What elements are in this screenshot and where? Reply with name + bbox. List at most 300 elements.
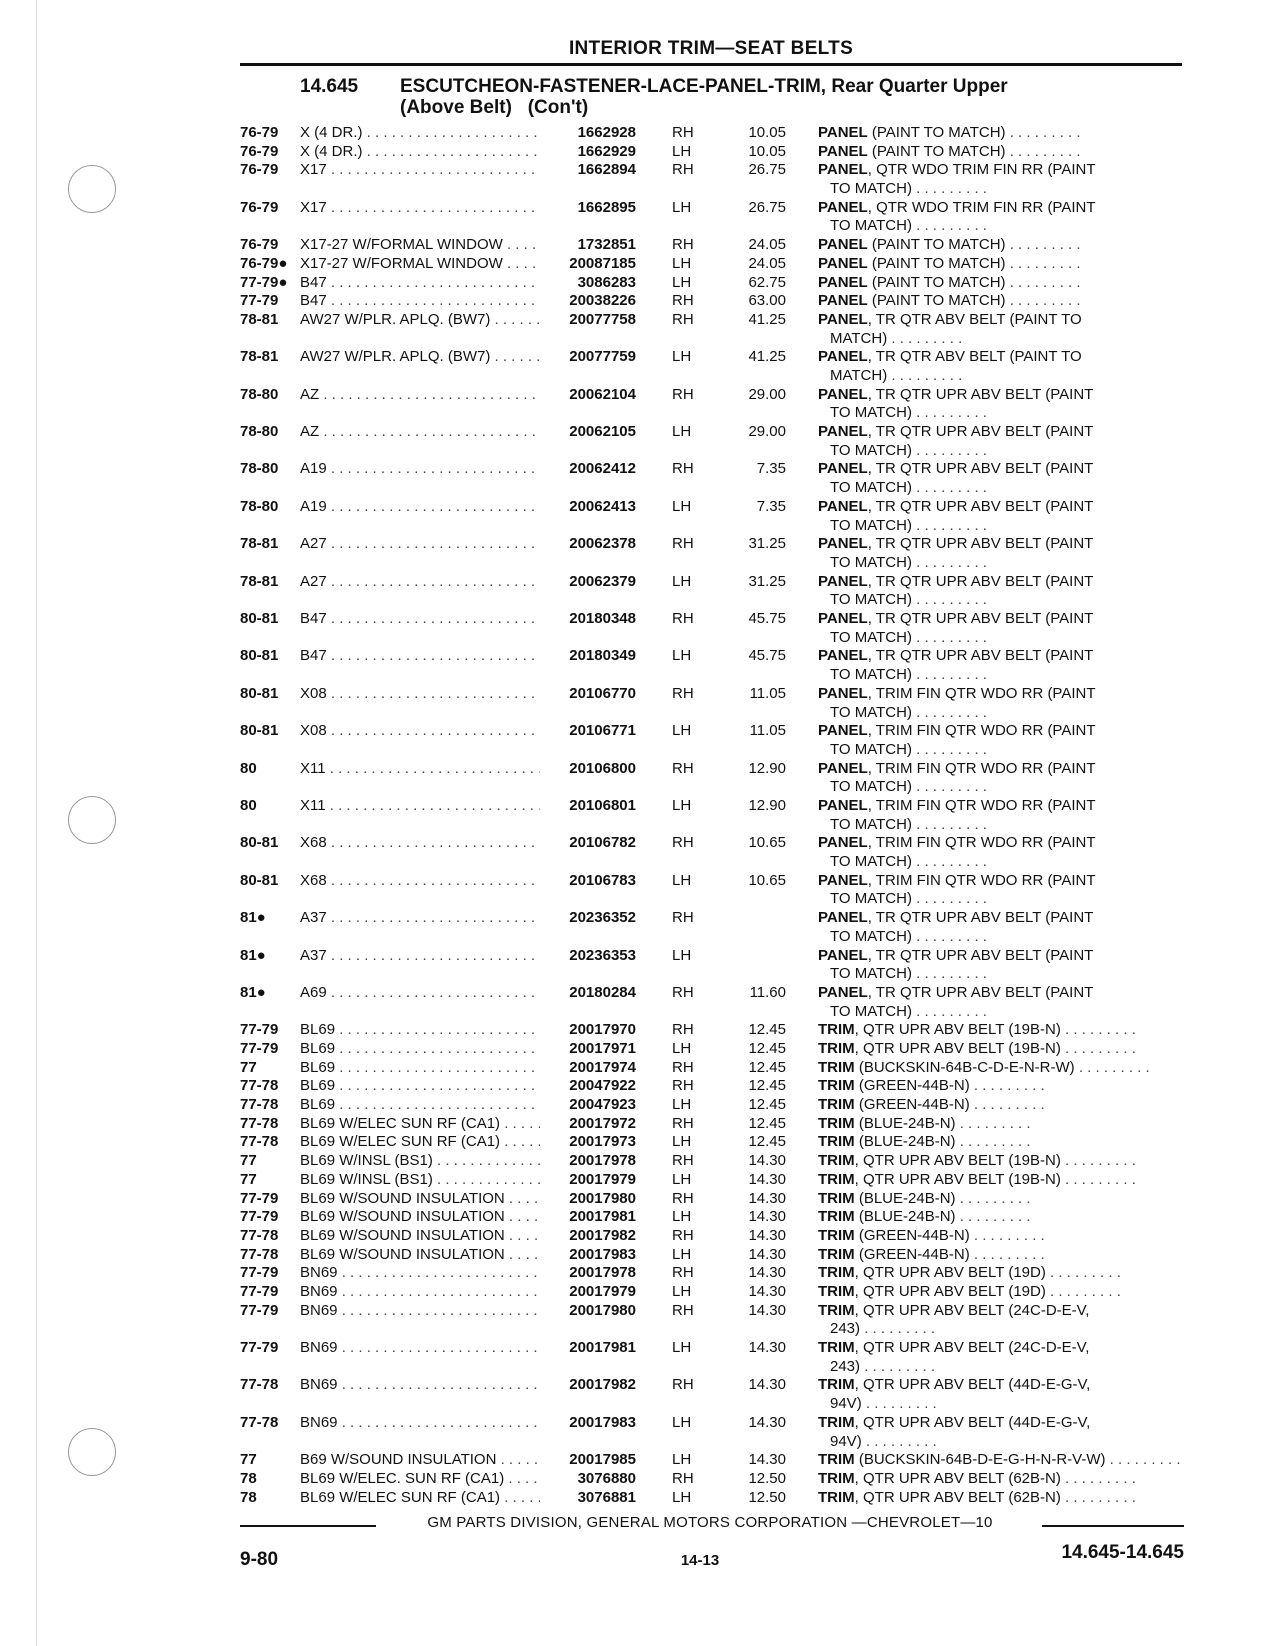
description-text: , TRIM FIN QTR WDO RR (PAINT — [867, 796, 1096, 814]
binder-hole — [68, 796, 116, 844]
description-keyword: TRIM — [818, 1413, 855, 1431]
year-cell: 77-78 — [240, 1096, 279, 1114]
dot-leader: . . . . . . . . . — [1005, 273, 1081, 291]
description-continuation: TO MATCH) — [830, 516, 912, 534]
price-cell: 24.05 — [748, 236, 786, 254]
table-row — [240, 872, 1184, 909]
description-text: (PAINT TO MATCH) — [867, 273, 1006, 291]
table-row — [240, 1283, 1184, 1302]
price-cell: 31.25 — [748, 535, 786, 553]
year-cell: 78-81 — [240, 535, 279, 553]
description-continuation: TO MATCH) — [830, 666, 912, 684]
year-cell: 80-81 — [240, 684, 279, 702]
table-row — [240, 1208, 1184, 1227]
description-text: , TR QTR UPR ABV BELT (PAINT — [867, 946, 1094, 964]
side-cell: LH — [672, 722, 692, 740]
model-cell: X68 . . . — [300, 872, 550, 891]
dot-leader: . . . . . . . . . — [1060, 1021, 1136, 1039]
table-row — [240, 760, 1184, 797]
description-cell — [818, 498, 1184, 535]
price-cell: 12.50 — [748, 1488, 786, 1506]
dot-leader: . . . . . . . . . — [911, 553, 987, 571]
description-continuation: 94V) — [830, 1395, 862, 1413]
description-text: (GREEN-44B-N) — [854, 1077, 970, 1095]
price-cell: 45.75 — [748, 610, 786, 628]
description-text: , QTR UPR ABV BELT (62B-N) — [854, 1488, 1061, 1506]
description-cell — [818, 1414, 1184, 1451]
table-row — [240, 1096, 1184, 1115]
description-cell — [818, 722, 1184, 759]
year-cell: 80-81 — [240, 647, 279, 665]
table-row — [240, 1414, 1184, 1451]
description-cell — [818, 1470, 1184, 1489]
description-text: , TR QTR UPR ABV BELT (PAINT — [867, 497, 1094, 515]
model-cell: X08 . . . — [300, 685, 550, 704]
description-text: (GREEN-44B-N) — [854, 1096, 970, 1114]
year-cell: 77-79 — [240, 1301, 279, 1319]
year-cell: 77-79 — [240, 1339, 279, 1357]
year-cell: 77-79● — [240, 273, 288, 291]
price-cell: 14.30 — [748, 1226, 786, 1244]
side-cell: RH — [672, 460, 694, 478]
dot-leader: . . . . . . . . . — [911, 404, 987, 422]
price-cell: 14.30 — [748, 1413, 786, 1431]
model-cell: AZ . . . — [300, 423, 550, 442]
price-cell: 12.45 — [748, 1114, 786, 1132]
description-keyword: PANEL — [818, 124, 868, 141]
description-text: , QTR UPR ABV BELT (19D) — [854, 1264, 1046, 1282]
model-cell: BN69 . . . — [300, 1264, 550, 1283]
price-cell: 41.25 — [748, 348, 786, 366]
table-row — [240, 1190, 1184, 1209]
table-row — [240, 573, 1184, 610]
dot-leader: . . . . . . . . . — [1060, 1170, 1136, 1188]
year-cell: 77-79 — [240, 1208, 279, 1226]
side-cell: RH — [672, 909, 694, 927]
dot-leader: . . . . . . . . . — [911, 180, 987, 198]
part-number-cell: 20062104 — [540, 386, 636, 405]
dot-leader: . . . . . . . . . — [1060, 1469, 1136, 1487]
part-number-cell: 20017979 — [540, 1283, 636, 1302]
header-rule — [240, 63, 1182, 66]
footer-rule-right — [1042, 1525, 1184, 1527]
group-title — [300, 76, 1160, 118]
year-cell: 77-78 — [240, 1114, 279, 1132]
dot-leader: . . . . . . . . . — [1005, 236, 1081, 254]
part-number-cell: 20017983 — [540, 1246, 636, 1265]
description-keyword: PANEL — [818, 460, 868, 478]
description-text: , TRIM FIN QTR WDO RR (PAINT — [867, 722, 1096, 740]
table-row — [240, 348, 1184, 385]
description-text: , QTR WDO TRIM FIN RR (PAINT — [867, 198, 1096, 216]
dot-leader: . . . . . . . . . — [1060, 1040, 1136, 1058]
part-number-cell: 20180348 — [540, 610, 636, 629]
year-cell: 77-79 — [240, 292, 279, 310]
description-keyword: PANEL — [818, 497, 868, 515]
description-text: , TRIM FIN QTR WDO RR (PAINT — [867, 759, 1096, 777]
price-cell: 12.45 — [748, 1058, 786, 1076]
year-cell: 77 — [240, 1451, 257, 1469]
year-cell: 81● — [240, 983, 266, 1001]
side-cell: RH — [672, 1021, 694, 1039]
description-text: , TR QTR ABV BELT (PAINT TO — [867, 310, 1082, 328]
dot-leader: . . . . . . . . . — [969, 1226, 1045, 1244]
table-row — [240, 199, 1184, 236]
part-number-cell: 20062379 — [540, 573, 636, 592]
part-number-cell: 20017974 — [540, 1059, 636, 1078]
description-keyword: TRIM — [818, 1264, 855, 1282]
table-row — [240, 610, 1184, 647]
part-number-cell: 20062413 — [540, 498, 636, 517]
description-text: , TR QTR UPR ABV BELT (PAINT — [867, 909, 1094, 927]
description-cell — [818, 1227, 1184, 1246]
model-cell: BN69 . . . — [300, 1339, 550, 1358]
dot-leader: . . . . . . . . . — [911, 591, 987, 609]
price-cell: 14.30 — [748, 1189, 786, 1207]
year-cell: 78-80 — [240, 385, 279, 403]
side-cell: RH — [672, 1152, 694, 1170]
dot-leader: . . . . . . . . . — [955, 1114, 1031, 1132]
model-cell: BL69 W/ELEC. SUN RF (CA1) . . . — [300, 1470, 550, 1489]
part-number-cell: 20077758 — [540, 311, 636, 330]
part-number-cell: 20106783 — [540, 872, 636, 891]
price-cell: 12.45 — [748, 1021, 786, 1039]
dot-leader: . . . . . . . . . — [911, 740, 987, 758]
footer-date: 9-80 — [240, 1549, 279, 1570]
table-row — [240, 1339, 1184, 1376]
description-text: , TR QTR ABV BELT (PAINT TO — [867, 348, 1082, 366]
description-cell — [818, 236, 1184, 255]
price-cell: 26.75 — [748, 198, 786, 216]
dot-leader: . . . . . . . . . — [861, 1395, 937, 1413]
dot-leader: . . . . . . . . . — [955, 1208, 1031, 1226]
model-cell: X (4 DR.) . . . — [300, 143, 550, 162]
price-cell: 12.45 — [748, 1040, 786, 1058]
description-cell — [818, 947, 1184, 984]
price-cell: 14.30 — [748, 1376, 786, 1394]
description-keyword: PANEL — [818, 273, 868, 291]
description-cell — [818, 124, 1184, 143]
model-cell: B69 W/SOUND INSULATION . . . — [300, 1451, 550, 1470]
description-text: , QTR UPR ABV BELT (24C-D-E-V, — [854, 1339, 1090, 1357]
year-cell: 76-79 — [240, 142, 279, 160]
table-row — [240, 984, 1184, 1021]
description-text: (BLUE-24B-N) — [854, 1133, 956, 1151]
table-row — [240, 1077, 1184, 1096]
description-keyword: PANEL — [818, 254, 868, 272]
dot-leader: . . . . . . . . . — [1074, 1058, 1150, 1076]
price-cell: 29.00 — [748, 385, 786, 403]
table-row — [240, 1246, 1184, 1265]
model-cell: A27 . . . — [300, 535, 550, 554]
description-keyword: TRIM — [818, 1021, 855, 1039]
description-text: , TR QTR UPR ABV BELT (PAINT — [867, 460, 1094, 478]
description-text: (PAINT TO MATCH) — [867, 142, 1006, 160]
description-cell — [818, 909, 1184, 946]
year-cell: 77-79 — [240, 1040, 279, 1058]
side-cell: RH — [672, 385, 694, 403]
dot-leader: . . . . . . . . . — [969, 1096, 1045, 1114]
description-keyword: PANEL — [818, 236, 868, 254]
year-cell: 78 — [240, 1488, 257, 1506]
description-cell — [818, 1264, 1184, 1283]
description-cell — [818, 1376, 1184, 1413]
description-text: , TR QTR UPR ABV BELT (PAINT — [867, 423, 1094, 441]
model-cell: BL69 W/ELEC SUN RF (CA1) . . . — [300, 1133, 550, 1152]
model-cell: A19 . . . — [300, 460, 550, 479]
side-cell: LH — [672, 796, 692, 814]
description-continuation: TO MATCH) — [830, 441, 912, 459]
part-number-cell: 1732851 — [540, 236, 636, 255]
price-cell: 14.30 — [748, 1339, 786, 1357]
description-cell — [818, 348, 1184, 385]
table-row — [240, 161, 1184, 198]
description-text: , TR QTR UPR ABV BELT (PAINT — [867, 572, 1094, 590]
description-keyword: TRIM — [818, 1096, 855, 1114]
table-row — [240, 255, 1184, 274]
side-cell: RH — [672, 161, 694, 179]
dot-leader: . . . . . . . . . — [911, 628, 987, 646]
description-text: , TR QTR UPR ABV BELT (PAINT — [867, 385, 1094, 403]
table-row — [240, 1470, 1184, 1489]
model-cell: X (4 DR.) . . . — [300, 124, 550, 143]
price-cell: 26.75 — [748, 161, 786, 179]
description-keyword: PANEL — [818, 572, 868, 590]
side-cell: RH — [672, 834, 694, 852]
part-number-cell: 20017971 — [540, 1040, 636, 1059]
description-cell — [818, 255, 1184, 274]
side-cell: LH — [672, 198, 692, 216]
description-keyword: TRIM — [818, 1040, 855, 1058]
year-cell: 78-81 — [240, 348, 279, 366]
dot-leader: . . . . . . . . . — [955, 1189, 1031, 1207]
part-number-cell: 1662928 — [540, 124, 636, 143]
price-cell: 31.25 — [748, 572, 786, 590]
year-cell: 76-79 — [240, 198, 279, 216]
model-cell: X17-27 W/FORMAL WINDOW . . . — [300, 236, 550, 255]
model-cell: BL69 W/INSL (BS1) . . . — [300, 1171, 550, 1190]
price-cell: 14.30 — [748, 1152, 786, 1170]
model-cell: A27 . . . — [300, 573, 550, 592]
description-keyword: PANEL — [818, 834, 868, 852]
group-name: ESCUTCHEON-FASTENER-LACE-PANEL-TRIM, Rear Quarter Upper — [400, 76, 1008, 97]
description-keyword: TRIM — [818, 1451, 855, 1469]
part-number-cell: 20047923 — [540, 1096, 636, 1115]
description-keyword: PANEL — [818, 946, 868, 964]
year-cell: 80 — [240, 759, 257, 777]
dot-leader: . . . . . . . . . — [1105, 1451, 1181, 1469]
description-text: , TRIM FIN QTR WDO RR (PAINT — [867, 684, 1096, 702]
price-cell: 45.75 — [748, 647, 786, 665]
model-cell: A19 . . . — [300, 498, 550, 517]
description-keyword: PANEL — [818, 161, 868, 179]
dot-leader: . . . . . . . . . — [911, 479, 987, 497]
year-cell: 77-79 — [240, 1282, 279, 1300]
part-number-cell: 1662929 — [540, 143, 636, 162]
dot-leader: . . . . . . . . . — [955, 1133, 1031, 1151]
price-cell: 11.60 — [749, 983, 786, 1001]
description-cell — [818, 386, 1184, 423]
part-number-cell: 20017985 — [540, 1451, 636, 1470]
year-cell: 77 — [240, 1058, 257, 1076]
description-keyword: TRIM — [818, 1133, 855, 1151]
model-cell: BL69 W/INSL (BS1) . . . — [300, 1152, 550, 1171]
description-keyword: PANEL — [818, 348, 868, 366]
description-text: (PAINT TO MATCH) — [867, 124, 1006, 141]
description-cell — [818, 1040, 1184, 1059]
side-cell: RH — [672, 1226, 694, 1244]
part-number-cell: 1662894 — [540, 161, 636, 180]
table-row — [240, 535, 1184, 572]
year-cell: 78-80 — [240, 460, 279, 478]
description-cell — [818, 984, 1184, 1021]
dot-leader: . . . . . . . . . — [911, 853, 987, 871]
year-cell: 77-78 — [240, 1413, 279, 1431]
description-continuation: TO MATCH) — [830, 815, 912, 833]
table-row — [240, 834, 1184, 871]
table-row — [240, 947, 1184, 984]
year-cell: 77-79 — [240, 1021, 279, 1039]
side-cell: RH — [672, 1189, 694, 1207]
year-cell: 77-78 — [240, 1226, 279, 1244]
description-keyword: TRIM — [818, 1152, 855, 1170]
description-keyword: TRIM — [818, 1376, 855, 1394]
description-text: (PAINT TO MATCH) — [867, 254, 1006, 272]
side-cell: RH — [672, 124, 694, 141]
model-cell: BL69 W/SOUND INSULATION . . . — [300, 1208, 550, 1227]
year-cell: 81● — [240, 946, 266, 964]
description-text: , QTR WDO TRIM FIN RR (PAINT — [867, 161, 1096, 179]
table-row — [240, 124, 1184, 143]
description-cell — [818, 760, 1184, 797]
part-number-cell: 20017980 — [540, 1302, 636, 1321]
price-cell: 10.05 — [748, 124, 786, 141]
dot-leader: . . . . . . . . . — [1060, 1488, 1136, 1506]
description-cell — [818, 685, 1184, 722]
side-cell: RH — [672, 1301, 694, 1319]
description-cell — [818, 1059, 1184, 1078]
table-row — [240, 797, 1184, 834]
description-keyword: TRIM — [818, 1170, 855, 1188]
table-row — [240, 1133, 1184, 1152]
year-cell: 77-78 — [240, 1077, 279, 1095]
description-cell — [818, 834, 1184, 871]
table-row — [240, 386, 1184, 423]
description-keyword: TRIM — [818, 1058, 855, 1076]
description-cell — [818, 1133, 1184, 1152]
table-row — [240, 685, 1184, 722]
description-continuation: TO MATCH) — [830, 217, 912, 235]
part-number-cell: 20017978 — [540, 1152, 636, 1171]
description-cell — [818, 610, 1184, 647]
price-cell: 14.30 — [748, 1282, 786, 1300]
side-cell: LH — [672, 1339, 692, 1357]
model-cell: BL69 . . . — [300, 1077, 550, 1096]
part-number-cell: 20017981 — [540, 1339, 636, 1358]
model-cell: AW27 W/PLR. APLQ. (BW7) . . . — [300, 348, 550, 367]
description-cell — [818, 460, 1184, 497]
description-keyword: TRIM — [818, 1208, 855, 1226]
description-keyword: TRIM — [818, 1189, 855, 1207]
table-row — [240, 1264, 1184, 1283]
model-cell: BL69 W/SOUND INSULATION . . . — [300, 1246, 550, 1265]
dot-leader: . . . . . . . . . — [860, 1357, 936, 1375]
model-cell: A69 . . . — [300, 984, 550, 1003]
description-cell — [818, 1208, 1184, 1227]
table-row — [240, 1489, 1184, 1508]
price-cell: 62.75 — [748, 273, 786, 291]
group-number: 14.645 — [300, 76, 359, 97]
description-continuation: TO MATCH) — [830, 740, 912, 758]
description-keyword: PANEL — [818, 871, 868, 889]
side-cell: LH — [672, 1282, 692, 1300]
description-text: , QTR UPR ABV BELT (62B-N) — [854, 1469, 1061, 1487]
year-cell: 76-79 — [240, 124, 279, 141]
side-cell: LH — [672, 423, 692, 441]
table-row — [240, 647, 1184, 684]
description-text: , QTR UPR ABV BELT (19B-N) — [854, 1021, 1061, 1039]
model-cell: BL69 W/SOUND INSULATION . . . — [300, 1190, 550, 1209]
model-cell: A37 . . . — [300, 909, 550, 928]
model-cell: AZ . . . — [300, 386, 550, 405]
model-cell: X17 . . . — [300, 199, 550, 218]
description-text: , QTR UPR ABV BELT (19B-N) — [854, 1040, 1061, 1058]
side-cell: LH — [672, 946, 692, 964]
dot-leader: . . . . . . . . . — [911, 703, 987, 721]
description-text: , QTR UPR ABV BELT (44D-E-G-V, — [854, 1376, 1091, 1394]
dot-leader: . . . . . . . . . — [911, 516, 987, 534]
description-continuation: TO MATCH) — [830, 927, 912, 945]
year-cell: 80-81 — [240, 871, 279, 889]
description-cell — [818, 1096, 1184, 1115]
side-cell: RH — [672, 1469, 694, 1487]
description-keyword: PANEL — [818, 610, 868, 628]
dot-leader: . . . . . . . . . — [887, 329, 963, 347]
description-keyword: PANEL — [818, 647, 868, 665]
price-cell: 29.00 — [748, 423, 786, 441]
part-number-cell: 20062412 — [540, 460, 636, 479]
price-cell: 10.65 — [748, 834, 786, 852]
description-cell — [818, 1190, 1184, 1209]
part-number-cell: 20047922 — [540, 1077, 636, 1096]
description-text: , TRIM FIN QTR WDO RR (PAINT — [867, 871, 1096, 889]
side-cell: RH — [672, 292, 694, 310]
year-cell: 80-81 — [240, 722, 279, 740]
side-cell: RH — [672, 759, 694, 777]
year-cell: 76-79 — [240, 161, 279, 179]
table-row — [240, 722, 1184, 759]
description-text: , TR QTR UPR ABV BELT (PAINT — [867, 610, 1094, 628]
description-text: (PAINT TO MATCH) — [867, 292, 1006, 310]
table-row — [240, 1040, 1184, 1059]
part-number-cell: 20017978 — [540, 1264, 636, 1283]
description-keyword: TRIM — [818, 1114, 855, 1132]
year-cell: 80 — [240, 796, 257, 814]
description-keyword: PANEL — [818, 385, 868, 403]
description-keyword: PANEL — [818, 423, 868, 441]
group-subtitle: (Above Belt) (Con't) — [400, 97, 589, 118]
price-cell: 11.05 — [749, 684, 786, 702]
part-number-cell: 20106771 — [540, 722, 636, 741]
description-cell — [818, 573, 1184, 610]
side-cell: LH — [672, 572, 692, 590]
side-cell: LH — [672, 1245, 692, 1263]
price-cell: 12.45 — [748, 1077, 786, 1095]
table-row — [240, 1376, 1184, 1413]
year-cell: 77-79 — [240, 1264, 279, 1282]
table-row — [240, 311, 1184, 348]
table-row — [240, 236, 1184, 255]
